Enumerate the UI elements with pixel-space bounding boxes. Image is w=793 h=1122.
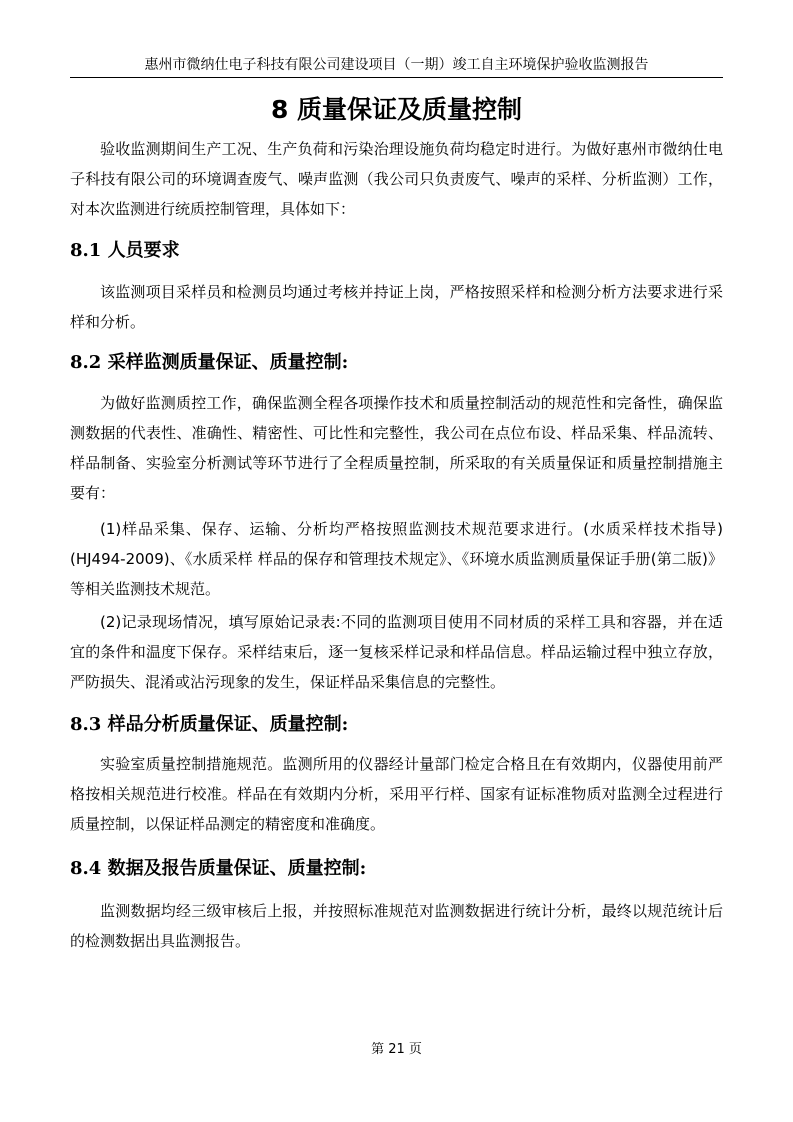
section-8-1-paragraph: 该监测项目采样员和检测员均通过考核并持证上岗，严格按照采样和检测分析方法要求进行采样和分析。: [70, 283, 723, 331]
section-heading-8-2: 8.2 采样监测质量保证、质量控制:: [70, 352, 349, 373]
intro-paragraph: 验收监测期间生产工况、生产负荷和污染治理设施负荷均稳定时进行。为做好惠州市微纳仕电子科技有限公司的环境调查废气、噪声监测（我公司只负责废气、噪声的采样、分析监测）工作，对本次监测进行统质控制管理，具体如下：: [70, 140, 723, 218]
section-heading-8-3: 8.3 样品分析质量保证、质量控制:: [70, 714, 349, 735]
section-heading-8-1: 8.1 人员要求: [70, 240, 180, 261]
section-8-3-paragraph: 实验室质量控制措施规范。监测所用的仪器经计量部门检定合格且在有效期内，仪器使用前严格按相关规范进行校准。样品在有效期内分析，采用平行样、国家有证标准物质对监测全过程进行质量控制，以保证样品测定的精密度和准确度。: [70, 755, 723, 833]
page-number: 第 21 页: [371, 1042, 422, 1057]
section-8-4-paragraph: 监测数据均经三级审核后上报，并按照标准规范对监测数据进行统计分析，最终以规范统计后的检测数据出具监测报告。: [70, 902, 723, 950]
chapter-title: 8 质量保证及质量控制: [270, 95, 523, 124]
running-header: 惠州市微纳仕电子科技有限公司建设项目（一期）竣工自主环境保护验收监测报告: [70, 54, 723, 78]
section-8-2-paragraph-1: 为做好监测质控工作，确保监测全程各项操作技术和质量控制活动的规范性和完备性，确保监测数据的代表性、准确性、精密性、可比性和完整性，我公司在点位布设、样品采集、样品流转、样品制备、实验室分析测试等环节进行了全程质量控制，所采取的有关质量保证和质量控制措施主要有：: [70, 394, 723, 502]
section-heading-8-4: 8.4 数据及报告质量保证、质量控制:: [70, 858, 367, 879]
section-8-2-paragraph-3: (2)记录现场情况，填写原始记录表:不同的监测项目使用不同材质的采样工具和容器，并在适宜的条件和温度下保存。采样结束后，逐一复核采样记录和样品信息。样品运输过程中独立存放，严防损失、混淆或沾污现象的发生，保证样品采集信息的完整性。: [70, 613, 723, 691]
section-8-2-paragraph-2: (1)样品采集、保存、运输、分析均严格按照监测技术规范要求进行。(水质采样技术指导)(HJ494-2009)、《水质采样 样品的保存和管理技术规定》、《环境水质监测质量保证手册(第二版)》等相关监测技术规范。: [70, 520, 723, 598]
